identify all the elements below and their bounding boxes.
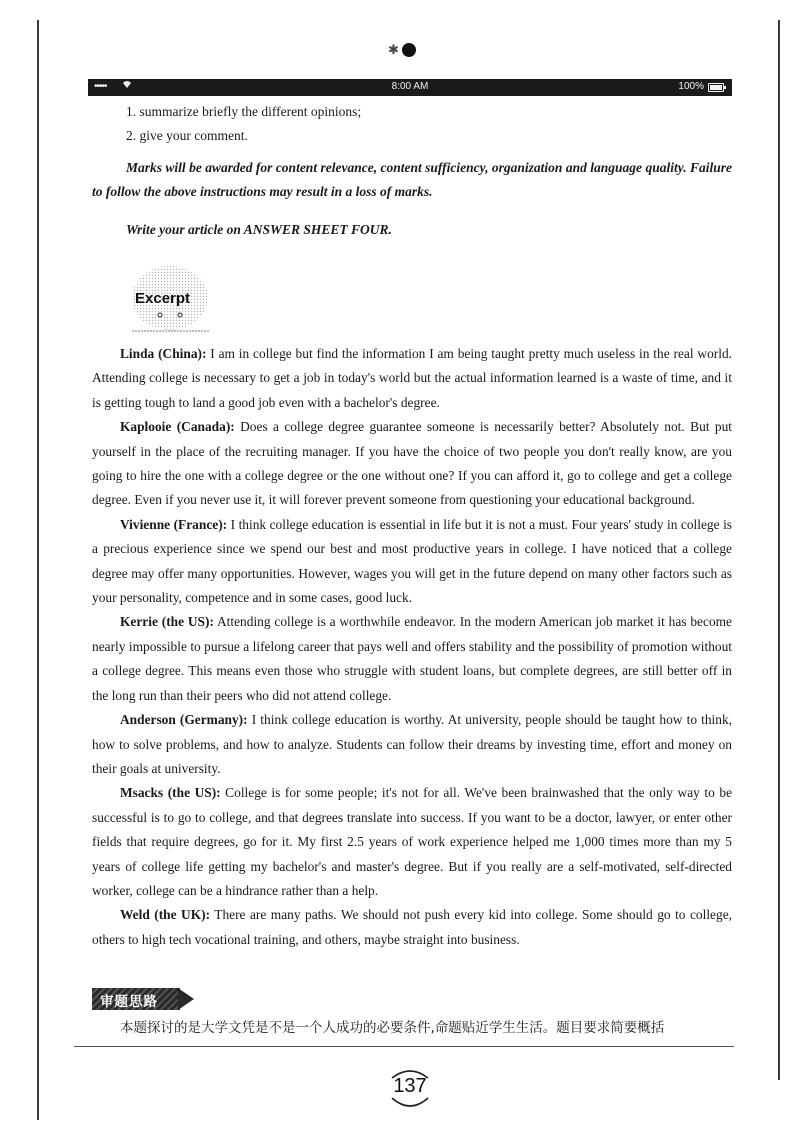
signal-icon: ••••• (94, 81, 107, 92)
status-time: 8:00 AM (391, 81, 429, 92)
bottom-rule (74, 1046, 734, 1047)
right-margin-line (778, 20, 780, 1080)
opinion-speaker: Vivienne (France): (120, 516, 228, 532)
opinion-speaker: Msacks (the US): (120, 785, 221, 801)
opinion-text: Attending college is a worthwhile endeavor. In the modern American job market it has become nearly impossible to pursue a lifelong career that pays well and offers stability and the possibility of promotion without a college degree. This means even those who struggle with student loans, but complete degrees, are still better off in the long run than their peers who did not attend college. (92, 614, 732, 703)
analysis-text: 本题探讨的是大学文凭是不是一个人成功的必要条件,命题贴近学生生活。题目要求简要概括 (120, 1020, 665, 1036)
opinion-paragraph (92, 708, 732, 781)
answer-note: Write your article on ANSWER SHEET FOUR. (126, 221, 392, 237)
analysis-heading: 审题思路 (100, 994, 158, 1010)
opinion-speaker: Weld (the UK): (120, 907, 211, 923)
opinion-speaker: Linda (China): (120, 346, 207, 361)
instructions (92, 100, 732, 255)
opinion-speaker: Kerrie (the US): (120, 614, 214, 630)
opinion-text: I am in college but find the information I am being taught pretty much useless in the real world. Attending college is necessary to get a job in today's world but the actual information learned is a waste of time, and it is getting tough to land a good job even with a bachelor's degree. (92, 346, 732, 410)
page-number-badge (382, 1060, 438, 1116)
status-bar (88, 79, 732, 96)
opinion-text: Does a college degree guarantee someone is necessarily better? Absolutely not. But put yourself in the place of the recruiting manager. If you have the choice of two people you don't really know, are you going to hire the one with a college degree or the one without one? If you can afford it, go to college and get a college degree. Even if you never use it, it will forever prevent someone from questioning your educational background. (92, 419, 732, 508)
battery-percent: 100% (678, 81, 704, 92)
opinion-paragraph (92, 903, 732, 952)
opinion-text: I think college education is essential in life but it is not a must. Four years' study in college is a precious experience since we spend our best and most productive years in college. I have noticed that a college degree may offer many opportunities. However, wages you will get in the future depend on many other factors such as your personality, competence and in some cases, good luck. (92, 516, 732, 606)
top-binding-mark (388, 42, 418, 62)
opinion-speaker: Anderson (Germany): (120, 712, 248, 728)
opinions-list (92, 342, 732, 952)
battery-icon (708, 83, 724, 92)
opinion-paragraph (92, 513, 732, 611)
asterisk-icon: ✱ (388, 42, 399, 57)
opinion-paragraph (92, 781, 732, 903)
page-number: 137 (393, 1075, 427, 1097)
opinion-paragraph (92, 415, 732, 513)
opinion-paragraph (92, 342, 732, 415)
opinion-text: College is for some people; it's not for all. We've been brainwashed that the only way to be successful is to go to college, and that degrees translate into success. If you want to be a doctor, lawyer, or enter other fields that require degrees, go for it. My first 2.5 years of work experience helped me 1,000 times more than my 5 years of college life getting my bachelor's and master's degree. But if you really are a self-motivated, self-directed worker, college can be a hindrance rather than a help. (92, 785, 733, 898)
instruction-item-2: 2. give your comment. (126, 128, 248, 143)
analysis-heading-banner (92, 985, 202, 1013)
opinion-text: I think college education is worthy. At university, people should be taught how to think, how to solve problems, and how to analyze. Students can follow their dreams by investing time, effort and money on their goals at university. (92, 712, 733, 776)
opinion-paragraph (92, 610, 732, 708)
instruction-item-1: 1. summarize briefly the different opinions; (126, 104, 362, 119)
excerpt-badge (130, 262, 216, 334)
marks-note: Marks will be awarded for content relevance, content sufficiency, organization and language quality. Failure to follow the above instructions may result in a loss of marks. (92, 160, 732, 199)
opinion-text: There are many paths. We should not push every kid into college. Some should go to college, others to high tech vocational training, and others, maybe straight into business. (92, 907, 732, 947)
excerpt-title: Excerpt (135, 290, 191, 307)
left-margin-line (37, 20, 39, 1120)
dot-icon (402, 43, 416, 57)
opinion-speaker: Kaplooie (Canada): (120, 419, 235, 435)
